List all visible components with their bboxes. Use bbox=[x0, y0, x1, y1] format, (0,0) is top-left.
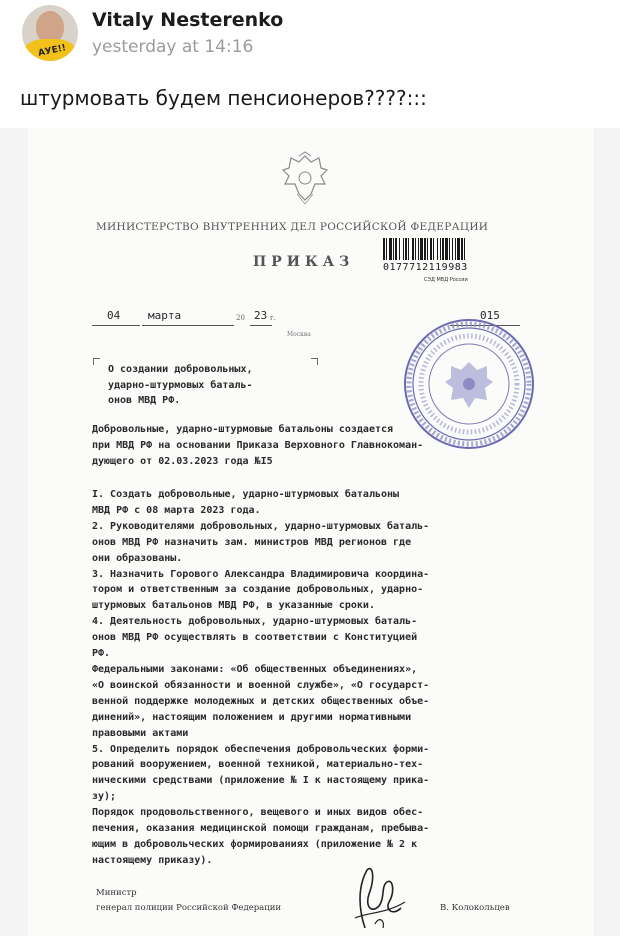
double-headed-eagle-emblem-icon bbox=[277, 150, 333, 206]
body-line: ническими средствами (приложение № I к настоящему прика- bbox=[92, 775, 430, 787]
post-text: штурмовать будем пенсионеров????::: bbox=[20, 86, 427, 110]
document-title bbox=[108, 362, 318, 409]
signer-title-line1: Министр bbox=[96, 888, 137, 898]
author-name[interactable]: Vitaly Nesterenko bbox=[92, 9, 284, 31]
date-year-suffix: г. bbox=[270, 314, 276, 322]
body-line: РФ. bbox=[92, 648, 111, 660]
body-line: МВД РФ с 08 марта 2023 года. bbox=[92, 504, 261, 516]
barcode-number: 0177712119983 bbox=[383, 262, 468, 273]
body-line: 3. Назначить Горового Александра Владимировича координа- bbox=[92, 568, 430, 580]
signer-title-line2: генерал полиции Российской Федерации bbox=[96, 903, 282, 913]
body-line: онов МВД РФ назначить зам. министров МВД регионов где bbox=[92, 536, 412, 548]
barcode-icon bbox=[381, 238, 517, 264]
date-year: 23 bbox=[254, 309, 268, 322]
body-line: настоящему приказу). bbox=[92, 854, 213, 866]
avatar-shirt bbox=[24, 39, 76, 61]
date-day: 04 bbox=[107, 309, 121, 322]
body-line: штурмовых батальонов МВД РФ, в указанные сроки. bbox=[92, 600, 375, 612]
preamble-line: Добровольные, ударно-штурмовые батальоны создается bbox=[92, 424, 394, 435]
post-timestamp[interactable]: yesterday at 14:16 bbox=[92, 37, 254, 57]
title-line: ударно-штурмовых баталь- bbox=[108, 379, 253, 391]
body-line: тором и ответственным за создание добровольных, ударно- bbox=[92, 584, 424, 596]
barcode-caption: СЭД МВД России bbox=[424, 277, 468, 283]
post-header bbox=[0, 0, 620, 70]
preamble-line: при МВД РФ на основании Приказа Верховного Главнокоман- bbox=[92, 439, 424, 451]
body-line: 2. Руководителями добровольных, ударно-штурмовых баталь- bbox=[92, 520, 430, 532]
document-heading: ПРИКАЗ bbox=[253, 254, 355, 270]
body-line: рований вооружением, военной техникой, материально-тех- bbox=[92, 759, 424, 771]
body-line: 4. Деятельность добровольных, ударно-штурмовых баталь- bbox=[92, 616, 418, 628]
city: Москва bbox=[287, 331, 311, 338]
body-line: ющим в добровольческих формированиях (приложение № 2 к bbox=[92, 838, 418, 850]
body-line: печения, оказания медицинской помощи гражданам, пребыва- bbox=[92, 823, 430, 835]
body-line: правовыми актами bbox=[92, 727, 189, 739]
body-line: динений», настоящим положением и другими нормативными bbox=[92, 711, 412, 723]
avatar[interactable] bbox=[22, 5, 78, 61]
document-body bbox=[92, 487, 552, 869]
body-line: венной поддержке молодежных и детских общественных объе- bbox=[92, 695, 430, 707]
body-line: онов МВД РФ осуществлять в соответствии с Конституцией bbox=[92, 632, 418, 644]
body-line: Федеральными законами: «Об общественных объединениях», bbox=[92, 663, 418, 675]
title-bracket-left bbox=[93, 358, 100, 365]
title-line: онов МВД РФ. bbox=[108, 395, 181, 406]
body-line: I. Создать добровольные, ударно-штурмовых батальоны bbox=[92, 489, 400, 500]
date-month: марта bbox=[148, 309, 182, 322]
signer-name: В. Колокольцев bbox=[440, 903, 510, 913]
handwritten-signature-icon bbox=[345, 858, 415, 936]
preamble bbox=[92, 422, 552, 470]
document-number: 015 bbox=[480, 309, 500, 322]
date-month-line bbox=[142, 325, 234, 326]
body-line: 5. Определить порядок обеспечения добровольческих форми- bbox=[92, 743, 430, 755]
body-line: зу); bbox=[92, 791, 117, 803]
title-line: О создании добровольных, bbox=[108, 364, 253, 375]
ministry-name: МИНИСТЕРСТВО ВНУТРЕННИХ ДЕЛ РОССИЙСКОЙ ФЕДЕРАЦИИ bbox=[96, 221, 489, 233]
date-year-line bbox=[250, 325, 272, 326]
avatar-badge: АУЕ!! bbox=[37, 43, 67, 59]
body-line: Порядок продовольственного, вещевого и иных видов обес- bbox=[92, 807, 424, 819]
date-day-line bbox=[92, 325, 140, 326]
body-line: они образованы. bbox=[92, 552, 183, 564]
date-year-prefix: 20 bbox=[236, 314, 245, 322]
body-line: «О воинской обязанности и военной службе», «О государст- bbox=[92, 679, 430, 691]
preamble-line: дующего от 02.03.2023 года №I5 bbox=[92, 455, 273, 467]
